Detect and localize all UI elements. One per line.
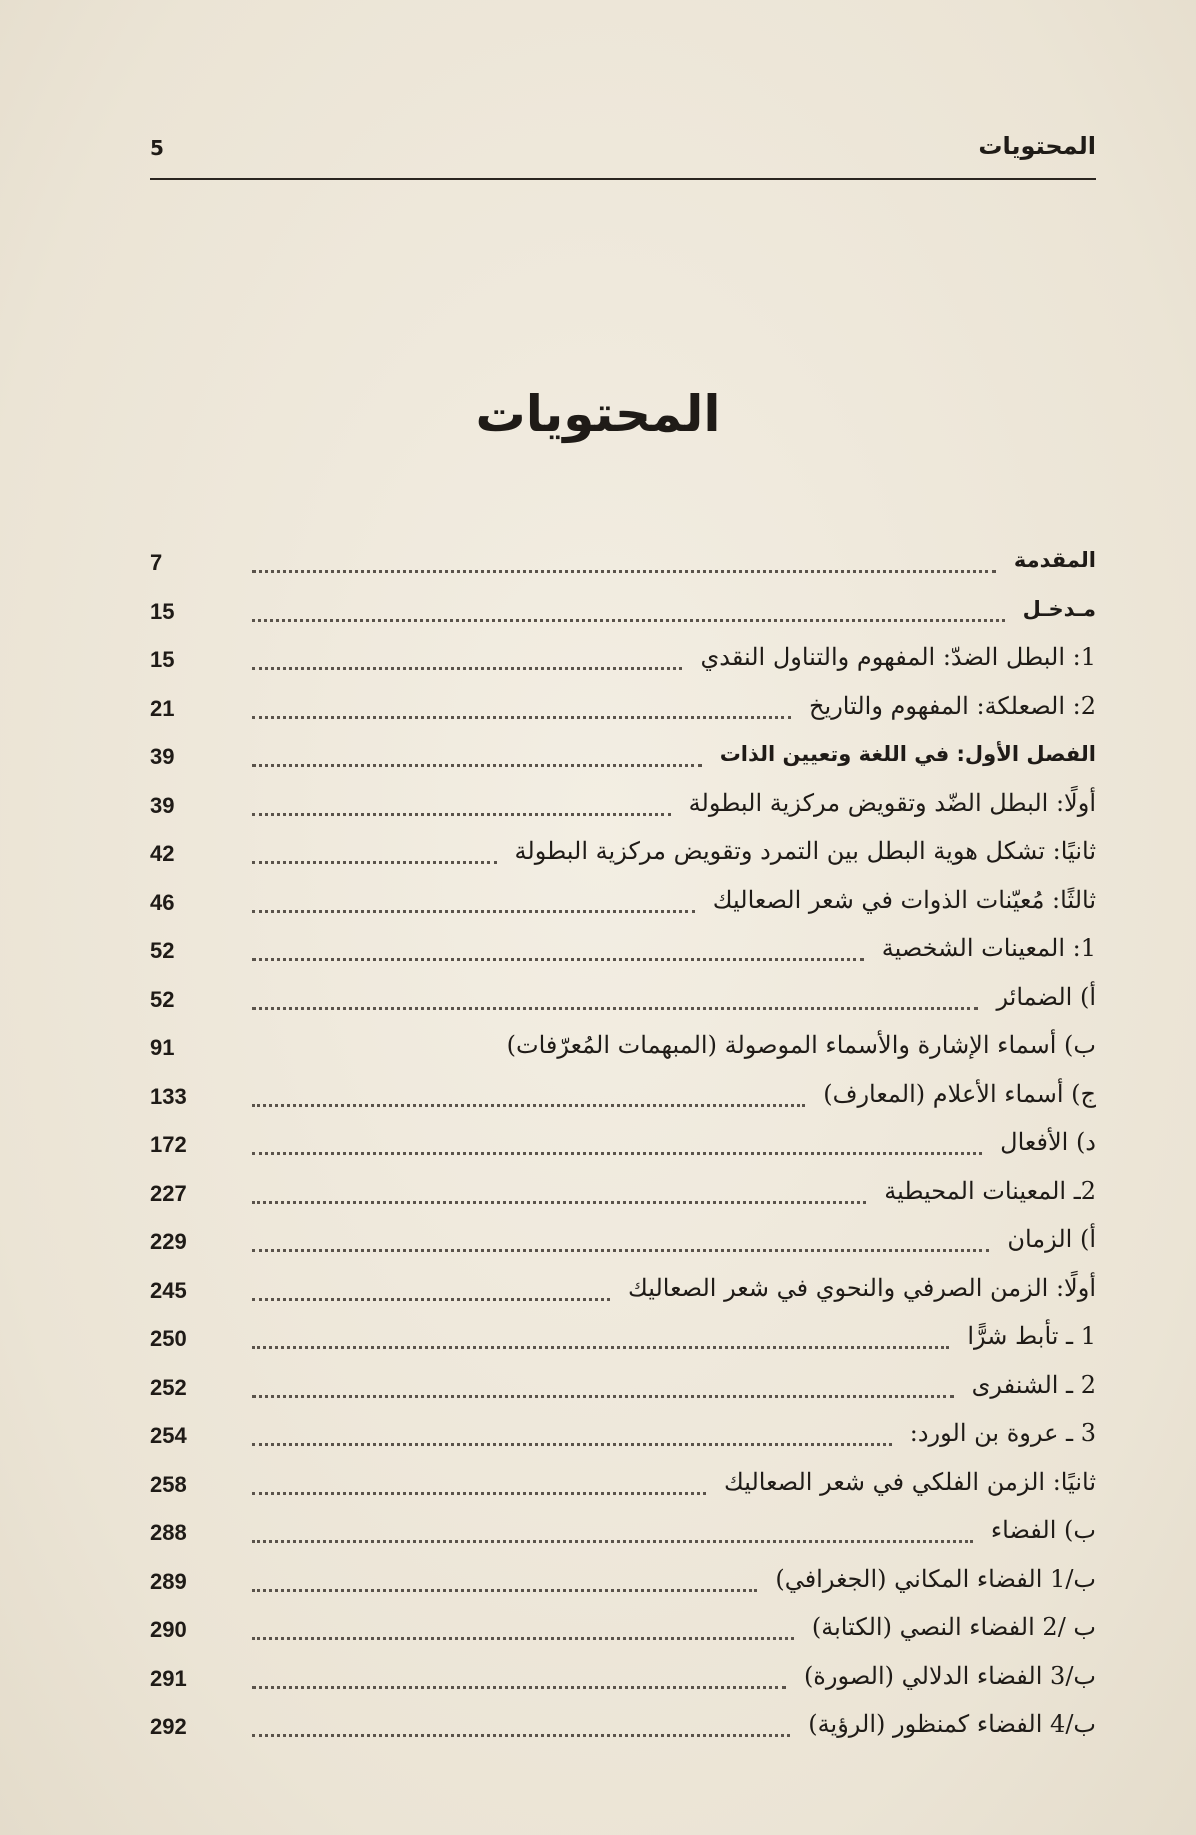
toc-entry-title: 2: الصعلكة: المفهوم والتاريخ	[809, 691, 1096, 720]
toc-entry	[140, 1171, 1096, 1220]
toc-entry-title: 1: البطل الضدّ: المفهوم والتناول النقدي	[700, 643, 1096, 671]
page-title: المحتويات	[475, 385, 721, 443]
toc-entry	[140, 1607, 1096, 1656]
toc-entry-title: المقدمة	[1013, 548, 1096, 572]
toc-entry-title: د) الأفعال	[1000, 1128, 1096, 1156]
toc-entry-page: 21	[150, 695, 175, 721]
toc-entry-page: 258	[150, 1471, 187, 1497]
dot-leader	[252, 813, 671, 816]
toc-entry-title: أولًا: الزمن الصرفي والنحوي في شعر الصعاليك	[627, 1273, 1096, 1302]
toc-entry-page: 288	[150, 1520, 187, 1545]
dot-leader	[252, 1298, 610, 1301]
toc-entry	[140, 1219, 1096, 1268]
toc-entry-page: 91	[150, 1035, 175, 1060]
toc-entry	[140, 686, 1096, 735]
dot-leader	[252, 667, 682, 670]
toc-entry	[140, 1122, 1096, 1171]
toc-entry-page: 52	[150, 986, 175, 1012]
toc-entry-page: 292	[150, 1714, 187, 1739]
dot-leader	[252, 1443, 892, 1446]
toc-entry-title: الفصل الأول: في اللغة وتعيين الذات	[719, 742, 1096, 766]
toc-entry-page: 291	[150, 1665, 187, 1691]
toc-entry-page: 290	[150, 1617, 187, 1642]
toc-entry	[140, 1559, 1096, 1608]
toc-entry-title: ب/3 الفضاء الدلالي (الصورة)	[803, 1661, 1096, 1690]
toc-entry	[140, 783, 1096, 832]
toc-entry-page: 252	[150, 1374, 187, 1400]
toc-entry	[140, 637, 1096, 686]
toc-entry-title: أ) الضمائر	[996, 982, 1096, 1011]
toc-entry	[140, 734, 1096, 783]
dot-leader	[252, 1734, 790, 1737]
dot-leader	[252, 764, 702, 767]
dot-leader	[252, 958, 864, 961]
toc-entry	[140, 880, 1096, 929]
toc-entry	[140, 589, 1096, 638]
dot-leader	[252, 910, 695, 913]
dot-leader	[252, 1637, 794, 1640]
toc-entry-page: 7	[150, 550, 163, 575]
toc-entry-page: 250	[150, 1326, 187, 1351]
table-of-contents	[140, 540, 1096, 1753]
header-rule	[150, 178, 1096, 180]
toc-entry	[140, 1074, 1096, 1123]
toc-entry	[140, 928, 1096, 977]
toc-entry-title: 2ـ المعينات المحيطية	[884, 1176, 1096, 1205]
toc-entry-page: 289	[150, 1568, 187, 1594]
toc-entry-title: ب /2 الفضاء النصي (الكتابة)	[811, 1613, 1096, 1641]
toc-entry-page: 39	[150, 744, 175, 769]
toc-entry-page: 46	[150, 889, 175, 915]
dot-leader	[252, 570, 996, 573]
toc-entry-title: ب) أسماء الإشارة والأسماء الموصولة (المبهمات المُعرّفات)	[506, 1031, 1096, 1059]
page-number: 5	[150, 136, 164, 160]
toc-entry	[140, 1316, 1096, 1365]
toc-entry-title: 1: المعينات الشخصية	[881, 934, 1096, 962]
running-header	[150, 120, 1096, 160]
toc-entry-page: 15	[150, 598, 175, 624]
toc-entry	[140, 831, 1096, 880]
running-header-title: المحتويات	[978, 132, 1096, 160]
toc-entry-page: 39	[150, 792, 175, 818]
toc-entry-page: 15	[150, 647, 175, 672]
toc-entry-title: ب/4 الفضاء كمنظور (الرؤية)	[808, 1710, 1096, 1738]
dot-leader	[252, 1492, 706, 1495]
toc-entry-page: 245	[150, 1277, 187, 1303]
dot-leader	[252, 716, 791, 719]
toc-entry-title: ثانيًا: تشكل هوية البطل بين التمرد وتقويض مركزية البطولة	[514, 837, 1096, 865]
toc-entry-title: ثالثًا: مُعيّنات الذوات في شعر الصعاليك	[712, 885, 1096, 914]
dot-leader	[252, 1249, 989, 1252]
dot-leader	[252, 1395, 954, 1398]
toc-entry	[140, 1462, 1096, 1511]
toc-entry-title: 2 ـ الشنفرى	[971, 1370, 1096, 1399]
toc-entry-title: 3 ـ عروة بن الورد:	[909, 1419, 1096, 1447]
toc-entry-page: 227	[150, 1180, 187, 1206]
dot-leader	[252, 619, 1005, 622]
toc-entry-page: 42	[150, 841, 175, 866]
toc-entry-page: 133	[150, 1083, 187, 1109]
toc-entry-title: ب) الفضاء	[990, 1516, 1096, 1544]
dot-leader	[252, 1007, 978, 1010]
dot-leader	[252, 1152, 982, 1155]
toc-entry-title: ج) أسماء الأعلام (المعارف)	[823, 1079, 1096, 1108]
dot-leader	[252, 1201, 866, 1204]
toc-entry-title: مـدخـل	[1022, 596, 1096, 621]
toc-entry	[140, 1656, 1096, 1705]
toc-entry	[140, 977, 1096, 1026]
toc-entry-title: ب/1 الفضاء المكاني (الجغرافي)	[775, 1564, 1096, 1593]
toc-entry-page: 52	[150, 938, 175, 963]
toc-entry	[140, 1510, 1096, 1559]
dot-leader	[252, 1686, 786, 1689]
dot-leader	[252, 1346, 949, 1349]
toc-entry-page: 229	[150, 1229, 187, 1254]
dot-leader	[252, 1540, 973, 1543]
toc-entry	[140, 1413, 1096, 1462]
toc-entry-page: 172	[150, 1132, 187, 1157]
toc-entry	[140, 540, 1096, 589]
dot-leader	[252, 1104, 805, 1107]
dot-leader	[252, 1589, 757, 1592]
dot-leader	[252, 861, 497, 864]
toc-entry	[140, 1365, 1096, 1414]
toc-entry-page: 254	[150, 1423, 187, 1448]
toc-entry	[140, 1704, 1096, 1753]
toc-entry-title: أ) الزمان	[1007, 1225, 1096, 1253]
toc-entry-title: ثانيًا: الزمن الفلكي في شعر الصعاليك	[724, 1467, 1096, 1496]
toc-entry	[140, 1025, 1096, 1074]
toc-entry-title: 1 ـ تأبط شرًّا	[967, 1322, 1096, 1350]
toc-entry-title: أولًا: البطل الضّد وتقويض مركزية البطولة	[688, 788, 1096, 817]
toc-entry	[140, 1268, 1096, 1317]
